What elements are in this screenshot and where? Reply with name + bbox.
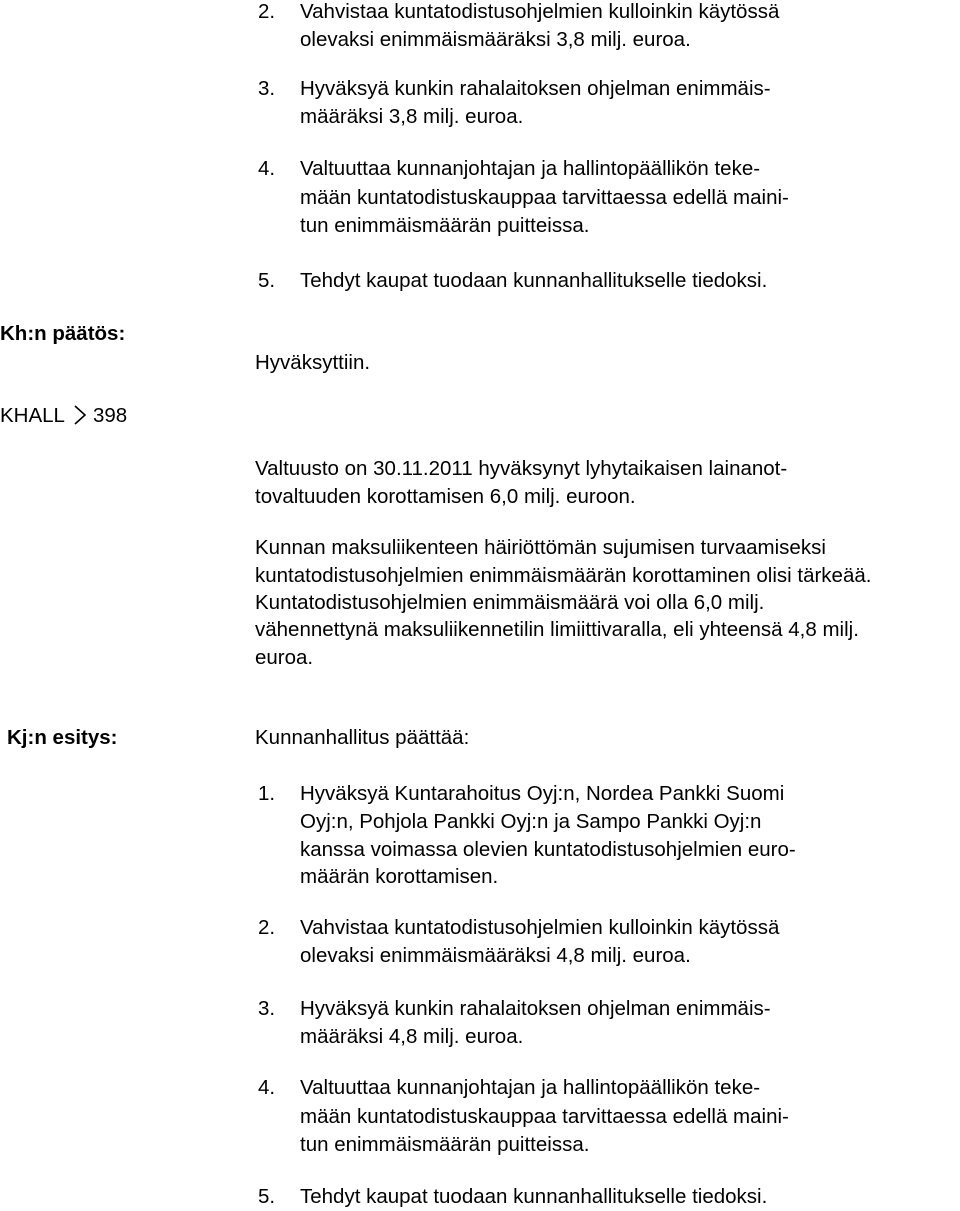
paragraph-line: Kunnan maksuliikenteen häiriöttömän sujumisen turvaamiseksi: [255, 536, 826, 559]
list-item-line: Tehdyt kaupat tuodaan kunnanhallitukselle tiedoksi.: [300, 269, 768, 292]
list-item-line: olevaksi enimmäismääräksi 3,8 milj. euroa.: [300, 28, 691, 51]
list-item-line: Hyväksyä Kuntarahoitus Oyj:n, Nordea Pankki Suomi: [300, 782, 785, 805]
khall-number: 398: [92, 404, 128, 427]
list-item-line: Oyj:n, Pohjola Pankki Oyj:n ja Sampo Pankki Oyj:n: [300, 810, 762, 833]
list-item-line: Valtuuttaa kunnanjohtajan ja hallintopäällikön teke-: [300, 157, 761, 180]
list-item-line: Hyväksyä kunkin rahalaitoksen ohjelman enimmäis-: [300, 77, 771, 100]
list-item-number: 2.: [258, 916, 276, 939]
list-item-number: 5.: [258, 1185, 276, 1208]
paragraph-line: Valtuusto on 30.11.2011 hyväksynyt lyhytaikaisen lainanot-: [255, 457, 788, 480]
list-item-line: Vahvistaa kuntatodistusohjelmien kulloinkin käytössä: [300, 916, 780, 939]
paragraph-line: tovaltuuden korottamisen 6,0 milj. euroon.: [255, 485, 636, 508]
list-item-number: 4.: [258, 1076, 276, 1099]
list-item-line: Hyväksyä kunkin rahalaitoksen ohjelman enimmäis-: [300, 997, 771, 1020]
kh-decision-text: Hyväksyttiin.: [255, 351, 371, 374]
paragraph-line: euroa.: [255, 646, 314, 669]
list-item-line: mään kuntatodistuskauppaa tarvittaessa edellä maini-: [300, 186, 789, 209]
paragraph-line: vähennettynä maksuliikennetilin limiittivaralla, eli yhteensä 4,8 milj.: [255, 618, 859, 641]
list-item-number: 3.: [258, 77, 276, 100]
kh-decision-label: Kh:n päätös:: [0, 322, 126, 345]
list-item-line: tun enimmäismäärän puitteissa.: [300, 214, 590, 237]
list-item-line: olevaksi enimmäismääräksi 4,8 milj. euroa.: [300, 944, 691, 967]
list-item-line: määräksi 3,8 milj. euroa.: [300, 105, 524, 128]
khall-reference: [0, 404, 127, 428]
list-item-number: 2.: [258, 0, 276, 23]
khall-prefix: KHALL: [0, 404, 65, 427]
kj-proposal-label: Kj:n esitys:: [7, 726, 118, 749]
kj-proposal-intro: Kunnanhallitus päättää:: [255, 726, 470, 749]
list-item-line: tun enimmäismäärän puitteissa.: [300, 1133, 590, 1156]
list-item-number: 1.: [258, 782, 276, 805]
list-item-number: 5.: [258, 269, 276, 292]
list-item-line: määräksi 4,8 milj. euroa.: [300, 1025, 524, 1048]
list-item-line: mään kuntatodistuskauppaa tarvittaessa edellä maini-: [300, 1105, 789, 1128]
list-item-number: 3.: [258, 997, 276, 1020]
arrow-right-icon: [71, 404, 89, 426]
list-item-line: Tehdyt kaupat tuodaan kunnanhallitukselle tiedoksi.: [300, 1185, 768, 1208]
paragraph-line: Kuntatodistusohjelmien enimmäismäärä voi olla 6,0 milj.: [255, 591, 765, 614]
list-item-number: 4.: [258, 157, 276, 180]
paragraph-line: kuntatodistusohjelmien enimmäismäärän korottaminen olisi tärkeää.: [255, 564, 872, 587]
list-item-line: Vahvistaa kuntatodistusohjelmien kulloinkin käytössä: [300, 0, 780, 23]
list-item-line: Valtuuttaa kunnanjohtajan ja hallintopäällikön teke-: [300, 1076, 761, 1099]
list-item-line: kanssa voimassa olevien kuntatodistusohjelmien euro-: [300, 838, 796, 861]
list-item-line: määrän korottamisen.: [300, 865, 499, 888]
